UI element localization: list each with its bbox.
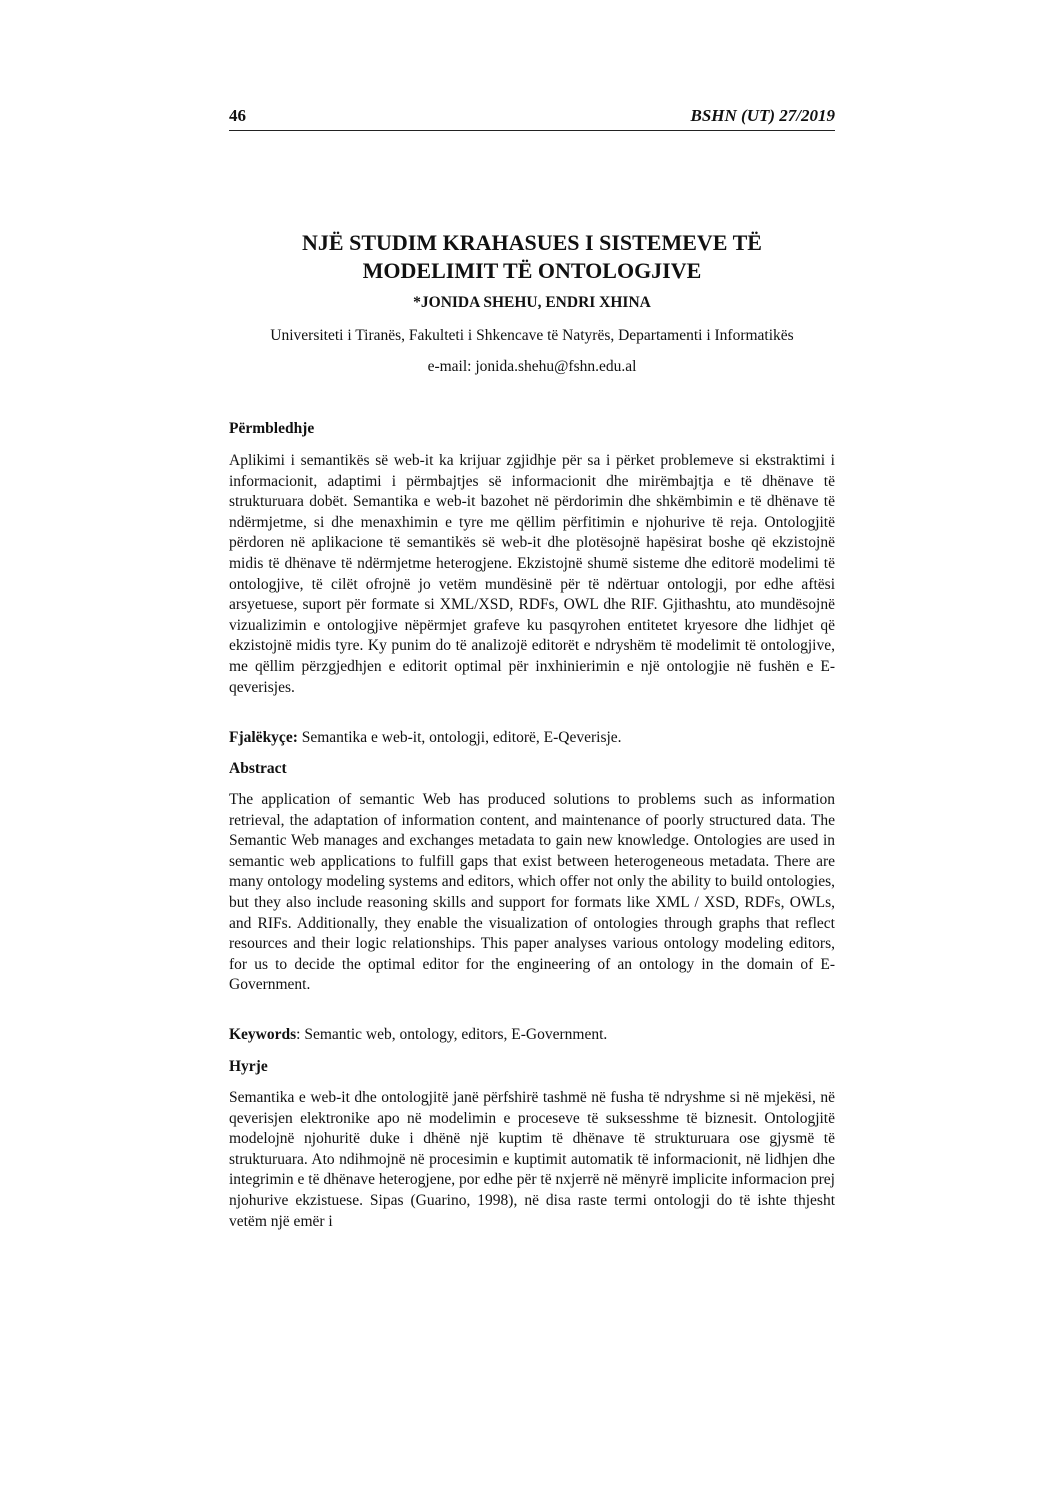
email: e-mail: jonida.shehu@fshn.edu.al [427, 358, 637, 375]
hyrje-body: Semantika e web-it dhe ontologjitë janë përfshirë tashmë në fusha të ndryshme si në mjekësi, në qeverisjen elektronike apo në modelimin e proceseve të suksesshme të biznesit. Ontologjitë modelojnë njohuritë duke i dhënë një kuptim të dhënave të strukturuara ose gjysmë të strukturuara. Ato ndihmojnë në procesimin e kuptimit automatik të informacionit, në lidhjen dhe integrimin e të dhënave heterogjene, por edhe për të nxjerrë në mënyrë implicite informacion prej njohurive ekzistuese. Sipas (Guarino, 1998), në disa raste termi ontologji do të ishte thjesht vetëm një emër i [229, 1089, 835, 1230]
fjalekyce-line [229, 729, 835, 747]
keywords-line [229, 1026, 835, 1044]
keywords-label: Keywords [229, 1026, 297, 1043]
affiliation: Universiteti i Tiranës, Fakulteti i Shkencave të Natyrës, Departamenti i Informatikës [270, 327, 794, 344]
permbledhje-heading: Përmbledhje [229, 420, 315, 437]
hyrje-heading: Hyrje [229, 1058, 268, 1075]
title-line-1: NJË STUDIM KRAHASUES I SISTEMEVE TË [302, 230, 762, 255]
abstract-heading: Abstract [229, 760, 287, 777]
keywords-text: : Semantic web, ontology, editors, E-Government. [296, 1026, 608, 1043]
fjalekyce-text: Semantika e web-it, ontologji, editorë, E-Qeverisje. [297, 729, 622, 746]
permbledhje-body: Aplikimi i semantikës së web-it ka krijuar zgjidhje për sa i përket problemeve si ekstraktimi i informacionit, adaptimi i përmbajtjes së informacionit dhe mirëmbajtja e të dhënave të strukturuara dobët. Semantika e web-it bazohet në përdorimin dhe shkëmbimin e të dhënave të ndërmjetme, si dhe menaxhimin e tyre me qëllim përfitimin e njohurive të reja. Ontologjitë përdoren në aplikacione të semantikës së web-it dhe plotësojnë hapësirat boshe që ekzistojnë midis të dhënave të ndërmjetme heterogjene. Ekzistojnë shumë sisteme dhe editorë modelimi të ontologjive, të cilët ofrojnë jo vetëm mundësinë për të ndërtuar ontologji, por edhe aftësi arsyetuese, suport për formate si XML/XSD, RDFs, OWL dhe RIF. Gjithashtu, ato mundësojnë vizualizimin e ontologjive nëpërmjet grafeve ku pasqyrohen entitetet kryesore dhe lidhjet që ekzistojnë midis tyre. Ky punim do të analizojë editorët e ndryshëm të modelimit të ontologjive, me qëllim përzgjedhjen e editorit optimal për inxhinierimin e një ontologjie në fushën e E-qeverisjes. [229, 452, 835, 696]
fjalekyce-label: Fjalëkyçe: [229, 729, 298, 746]
authors: *JONIDA SHEHU, ENDRI XHINA [413, 294, 651, 311]
title-line-2: MODELIMIT TË ONTOLOGJIVE [362, 258, 702, 283]
article-title [229, 229, 835, 285]
running-header [229, 104, 835, 131]
journal-reference: BSHN (UT) 27/2019 [690, 106, 835, 125]
abstract-body: The application of semantic Web has produced solutions to problems such as information retrieval, the adaptation of information content, and maintenance of poorly structured data. The Semantic Web manages and exchanges metadata to gain new knowledge. Ontologies are used in semantic web applications to fulfill gaps that exist between heterogeneous metadata. There are many ontology modeling systems and editors, which offer not only the ability to build ontologies, but they also include reasoning skills and support for formats like XML / XSD, RDFs, OWLs, and RIFs. Additionally, they enable the visualization of ontologies through graphs that reflect resources and their logic relationships. This paper analyses various ontology modeling editors, for us to decide the optimal editor for the engineering of an ontology in the domain of E-Government. [229, 791, 835, 994]
page-number: 46 [229, 106, 246, 125]
